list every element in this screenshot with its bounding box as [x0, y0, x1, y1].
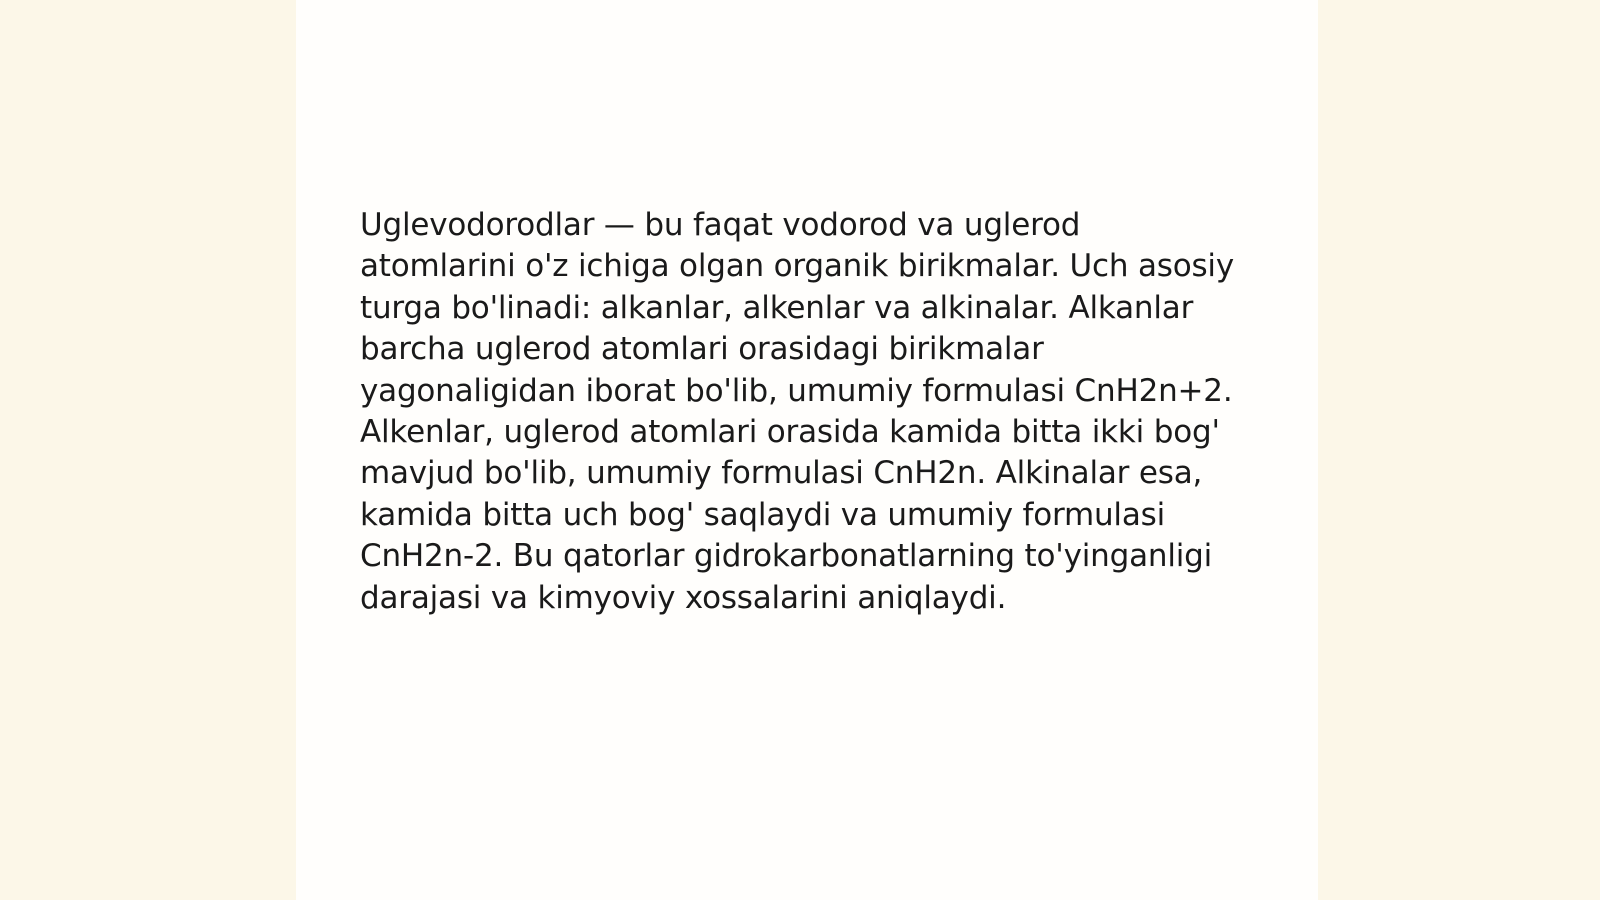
document-page [296, 0, 1318, 900]
body-paragraph: Uglevodorodlar — bu faqat vodorod va uglerod atomlarini o'z ichiga olgan organik birikmalar. Uch asosiy turga bo'linadi: alkanlar, alkenlar va alkinalar. Alkanlar barcha uglerod atomlari orasidagi birikmalar yagonaligidan iborat bo'lib, umumiy formulasi CnH2n+2. Alkenlar, uglerod atomlari orasida kamida bitta ikki bog' mavjud bo'lib, umumiy formulasi CnH2n. Alkinalar esa, kamida bitta uch bog' saqlaydi va umumiy formulasi CnH2n-2. Bu qatorlar gidrokarbonatlarning to'yinganligi darajasi va kimyoviy xossalarini aniqlaydi. [360, 207, 1234, 616]
